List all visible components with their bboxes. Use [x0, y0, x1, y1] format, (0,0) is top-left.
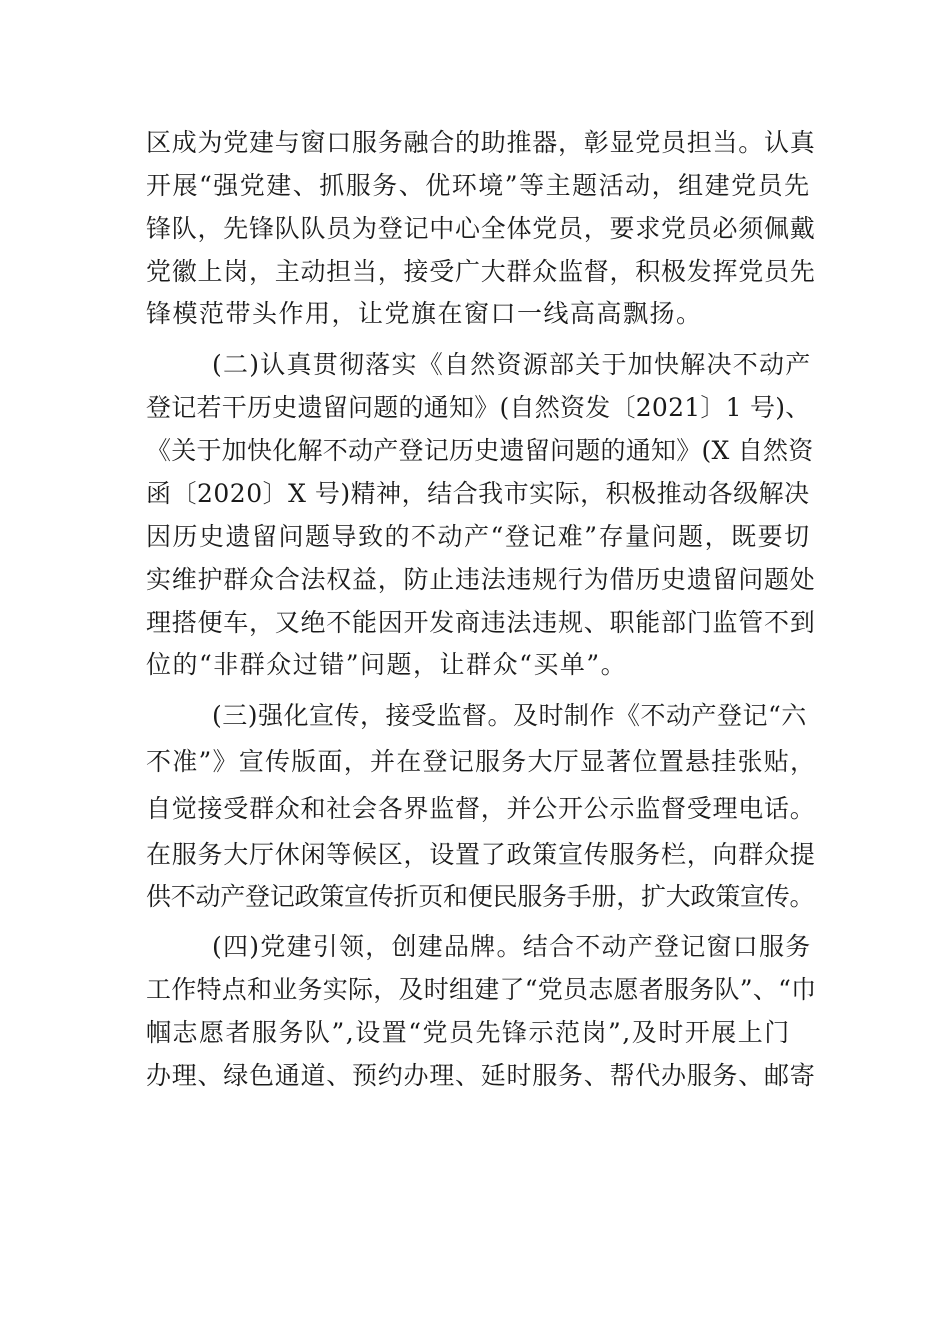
text-line: 供不动产登记政策宣传折页和便民服务手册，扩大政策宣传。 — [146, 882, 815, 911]
text-line: 因历史遗留问题导致的不动产“登记难”存量问题，既要切 — [146, 522, 811, 551]
text-line: 开展“强党建、抓服务、优环境”等主题活动，组建党员先 — [146, 171, 811, 200]
paragraph-heading-4: (四)党建引领，创建品牌。结合不动产登记窗口服务 — [212, 932, 812, 961]
paragraph-heading-2: (二)认真贯彻落实《自然资源部关于加快解决不动产 — [212, 350, 812, 379]
text-line: 锋模范带头作用，让党旗在窗口一线高高飘扬。 — [146, 299, 703, 328]
text-line: 《关于加快化解不动产登记历史遗留问题的通知》(X 自然资 — [146, 436, 814, 465]
text-line: 理搭便车，又绝不能因开发商违法违规、职能部门监管不到 — [146, 608, 816, 637]
paragraph-heading-3: (三)强化宣传，接受监督。及时制作《不动产登记“六 — [212, 701, 807, 730]
text-line: 帼志愿者服务队”,设置“党员先锋示范岗”,及时开展上门 — [146, 1018, 791, 1047]
text-line: 函〔2020〕X 号)精神，结合我市实际，积极推动各级解决 — [146, 479, 810, 508]
text-line: 位的“非群众过错”问题，让群众“买单”。 — [146, 650, 628, 679]
text-line: 区成为党建与窗口服务融合的助推器，彰显党员担当。认真 — [146, 128, 816, 157]
text-line: 党徽上岗，主动担当，接受广大群众监督，积极发挥党员先 — [146, 257, 816, 286]
text-line: 锋队，先锋队队员为登记中心全体党员，要求党员必须佩戴 — [146, 214, 816, 243]
text-line: 实维护群众合法权益，防止违法违规行为借历史遗留问题处 — [146, 565, 816, 594]
text-line: 工作特点和业务实际，及时组建了“党员志愿者服务队”、“巾 — [146, 975, 817, 1004]
text-line: 登记若干历史遗留问题的通知》(自然资发〔2021〕1 号)、 — [146, 393, 811, 422]
text-line: 在服务大厅休闲等候区，设置了政策宣传服务栏，向群众提 — [146, 840, 816, 869]
text-line: 自觉接受群众和社会各界监督，并公开公示监督受理电话。 — [146, 794, 816, 823]
text-line: 办理、绿色通道、预约办理、延时服务、帮代办服务、邮寄 — [146, 1061, 816, 1090]
text-line: 不准”》宣传版面，并在登记服务大厅显著位置悬挂张贴， — [146, 747, 817, 776]
